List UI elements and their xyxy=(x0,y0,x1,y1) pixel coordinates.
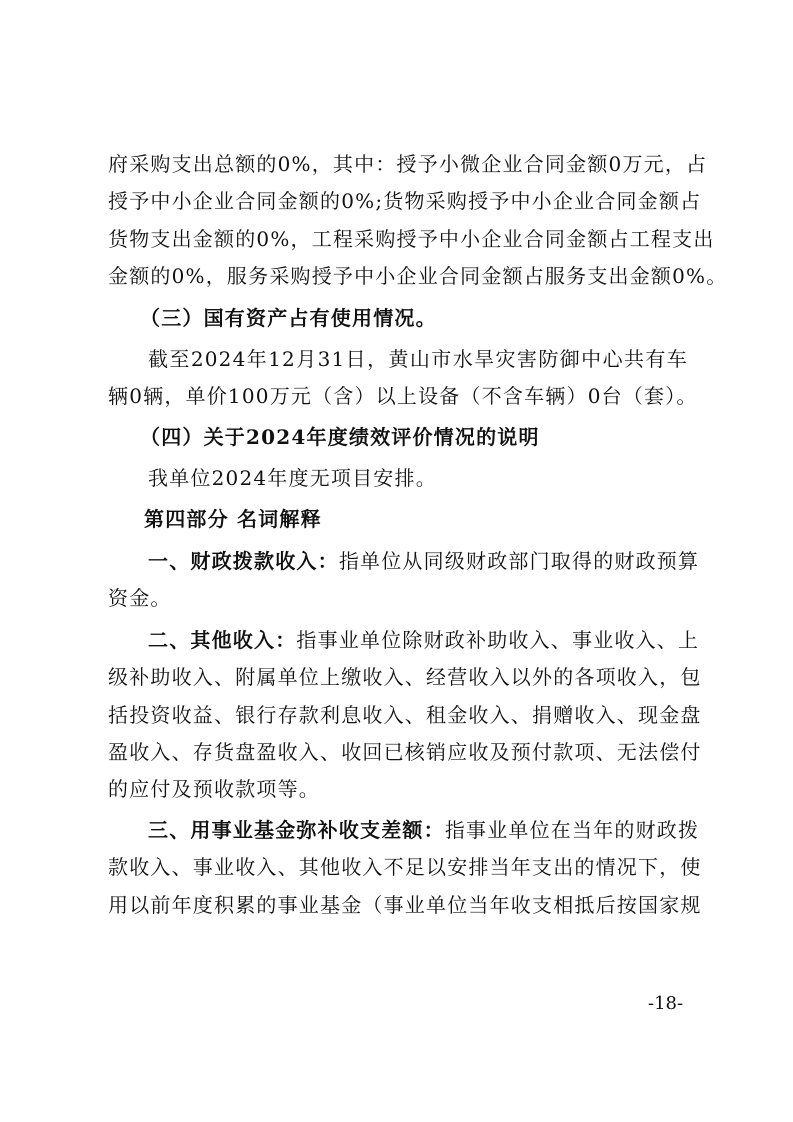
term-definition: 指单位从同级财政部门取得的财政预算 xyxy=(338,549,700,573)
term-definition: 指事业单位在当年的财政拨 xyxy=(444,818,700,842)
text-line: 括投资收益、银行存款利息收入、租金收入、捐赠收入、现金盘 xyxy=(108,703,702,727)
text-line xyxy=(148,628,700,652)
text-line: 金额的0%，服务采购授予中小企业合同金额占服务支出金额0%。 xyxy=(108,264,728,288)
text-line: 辆0辆，单价100万元（含）以上设备（不含车辆）0台（套）。 xyxy=(108,384,698,408)
page-number: -18- xyxy=(648,993,684,1014)
text-line: 资金。 xyxy=(108,586,172,610)
text-line: 盈收入、存货盘盈收入、收回已核销应收及预付款项、无法偿付 xyxy=(108,740,702,764)
text-line: 府采购支出总额的0%，其中：授予小微企业合同金额0万元，占 xyxy=(108,152,708,176)
text-line: 级补助收入、附属单位上缴收入、经营收入以外的各项收入，包 xyxy=(108,665,702,689)
text-line: 款收入、事业收入、其他收入不足以安排当年支出的情况下，使 xyxy=(108,855,702,879)
term-label: 二、其他收入： xyxy=(148,628,297,652)
text-line: 我单位2024年度无项目安排。 xyxy=(148,466,437,490)
section-heading-4: （四）关于2024年度绩效评价情况的说明 xyxy=(140,425,540,449)
text-line: 货物支出金额的0%，工程采购授予中小企业合同金额占工程支出 xyxy=(108,227,715,251)
part-heading: 第四部分 名词解释 xyxy=(144,507,322,531)
section-heading-3: （三）国有资产占有使用情况。 xyxy=(140,306,437,330)
term-definition: 指事业单位除财政补助收入、事业收入、上 xyxy=(296,628,700,652)
term-label: 一、财政拨款收入： xyxy=(148,549,339,573)
text-line xyxy=(148,549,700,573)
text-line: 截至2024年12月31日，黄山市水旱灾害防御中心共有车 xyxy=(148,347,688,371)
text-line: 的应付及预收款项等。 xyxy=(108,777,320,801)
term-label: 三、用事业基金弥补收支差额： xyxy=(148,818,445,842)
text-line: 授予中小企业合同金额的0%;货物采购授予中小企业合同金额占 xyxy=(108,189,702,213)
text-line xyxy=(148,818,700,842)
text-line: 用以前年度积累的事业基金（事业单位当年收支相抵后按国家规 xyxy=(108,893,702,917)
